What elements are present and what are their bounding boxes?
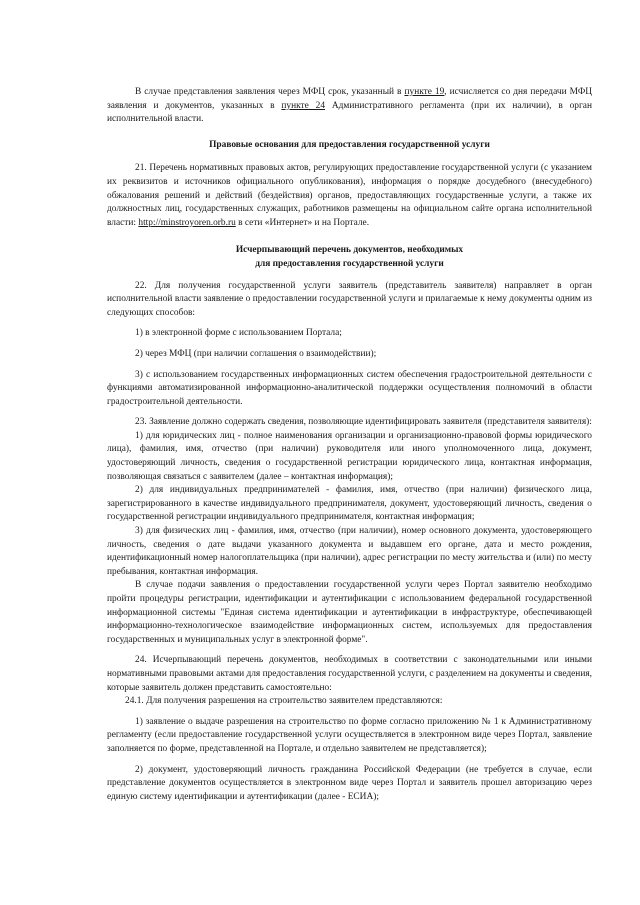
link-clause-24[interactable]: пункте 24: [281, 100, 326, 111]
paragraph-23-item-2: 2) для индивидуальных предпринимателей - фамилия, имя, отчество (при наличии) физического лица, зарегистрированного в качестве индивидуального предпринимателя, документ, удостоверяющий личность, сведения о государственной регистрации индивидуального предпринимателя, контактная информация;: [107, 485, 592, 523]
paragraph-23-item-1: 1) для юридических лиц - полное наименования организации и организационно-правовой формы юридического лица), фамилия, имя, отчество (при наличии) руководителя или иного уполномоченного лица, документ, удостоверяющий личность, сведения о государственной регистрации юридического лица, контактная информация, позволяющая связаться с заявителем (далее – контактная информация);: [107, 430, 592, 482]
paragraph-22-item-1: 1) в электронной форме с использованием Портала;: [135, 328, 342, 339]
heading-legal-basis: Правовые основания для предоставления государственной услуги: [209, 139, 490, 150]
paragraph-24-1-item-1: 1) заявление о выдаче разрешения на строительство по форме согласно приложению № 1 к Административному регламенту (если предоставление государственной услуги осуществляется в электронном виде через Портал, заявление заполняется по форме, представленной на Портале, и отдельно заявителем не представляется);: [107, 716, 592, 754]
paragraph-24: 24. Исчерпывающий перечень документов, необходимых в соответствии с законодательными или иными нормативными правовыми актами для предоставления государственной услуги, с разделением на документы и сведения, которые заявитель должен представить самостоятельно:: [107, 655, 592, 693]
heading-documents-list: [107, 244, 592, 271]
paragraph-22: 22. Для получения государственной услуги заявитель (представитель заявителя) направляет в орган исполнительной власти заявление о предоставлении государственной услуги и прилагаемые к нему документы одним из следующих способов:: [107, 280, 592, 318]
paragraph-23: 23. Заявление должно содержать сведения, позволяющие идентифицировать заявителя (представителя заявителя):: [135, 417, 592, 428]
paragraph-22-item-3: 3) с использованием государственных информационных систем обеспечения градостроительной деятельности с функциями автоматизированной информационно-аналитической поддержки осуществления полномочий в области градостроительной деятельности.: [107, 369, 592, 407]
paragraph-mfc-deadline: В случае представления заявления через МФЦ срок, указанный в пункте 19, исчисляется со дня передачи МФЦ заявления и документов, указанных в пункте 24 Административного регламента (при их наличии), в орган исполнительной власти.: [107, 87, 592, 125]
heading-documents-line1: Исчерпывающий перечень документов, необходимых: [235, 245, 464, 256]
link-clause-19[interactable]: пункте 19: [404, 87, 445, 97]
paragraph-22-item-2: 2) через МФЦ (при наличии соглашения о взаимодействии);: [135, 348, 377, 359]
paragraph-24-1: 24.1. Для получения разрешения на строительство заявителем представляются:: [125, 696, 443, 707]
paragraph-21: 21. Перечень нормативных правовых актов, регулирующих предоставление государственной услуги (с указанием их реквизитов и источников официального опубликования), информация о порядке досудебного (внесудебного) обжалования решений и действий (бездействия) органов, предоставляющих государственные услуги, а также их должностных лиц, государственных служащих, работников размещены на официальном сайте органа исполнительной власти: http://minstroyoren.orb.ru в сети «Интернет» и на Портале.: [107, 163, 592, 228]
paragraph-23-portal: В случае подачи заявления о предоставлении государственной услуги через Портал заявителю необходимо пройти процедуры регистрации, идентификации и аутентификации с использованием федеральной государственной информационной системы "Единая система идентификации и аутентификации в инфраструктуре, обеспечивающей информационно-технологическое взаимодействие информационных систем, используемых для предоставления государственных и муниципальных услуг в электронной форме".: [107, 580, 592, 645]
heading-documents-line2: для предоставления государственной услуги: [255, 258, 444, 269]
paragraph-24-1-item-2: 2) документ, удостоверяющий личность гражданина Российской Федерации (не требуется в случае, если представление документов осуществляется в электронном виде через Портал и заявитель прошел авторизацию через единую систему идентификации и аутентификации (далее - ЕСИА);: [107, 764, 592, 802]
link-official-site[interactable]: http://minstroyoren.orb.ru: [138, 217, 236, 228]
paragraph-23-item-3: 3) для физических лиц - фамилия, имя, отчество (при наличии), номер основного документа, удостоверяющего личность, сведения о дате выдачи указанного документа и выдавшем его органе, дата и место рождения, идентификационный номер налогоплательщика (при наличии), адрес регистрации по месту жительства и (или) по месту пребывания, контактная информация.: [107, 526, 592, 577]
